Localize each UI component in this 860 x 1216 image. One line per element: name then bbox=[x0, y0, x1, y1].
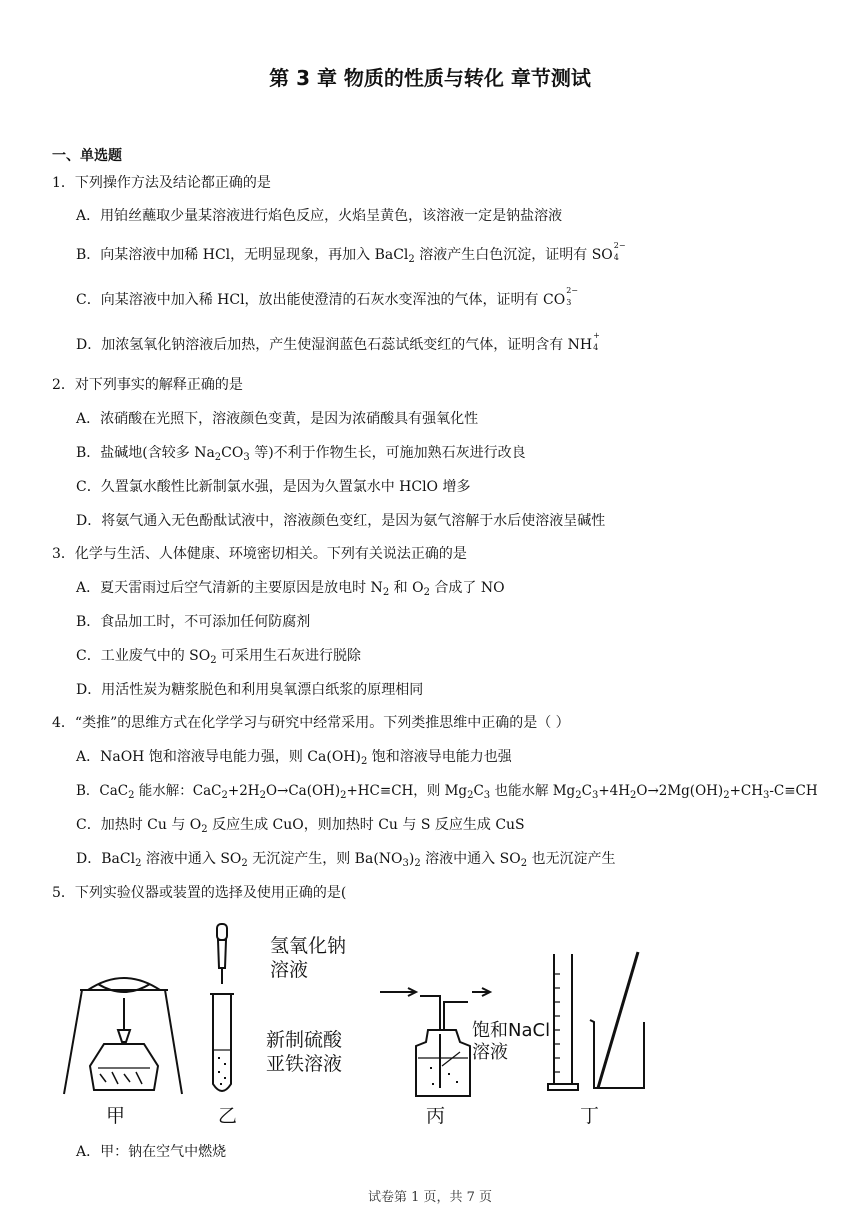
question-4-stem: 4．“类推”的思维方式在化学学习与研究中经常采用。下列类推思维中正确的是（ ） bbox=[52, 715, 570, 731]
nacl-label-line2: 溶液 bbox=[472, 1042, 508, 1063]
nacl-label-line1: 饱和NaCl bbox=[472, 1020, 551, 1041]
label-bing: 丙 bbox=[426, 1105, 446, 1127]
question-1-option-c: C．向某溶液中加入稀 HCl，放出能使澄清的石灰水变浑浊的气体，证明有 CO 2− 3 bbox=[76, 286, 578, 308]
section-heading: 一、单选题 bbox=[52, 148, 122, 164]
question-4-option-d: D．BaCl$_2$ 溶液中通入 $SO_2$ 无沉淀产生，则 $Ba(NO_3)_2$ 溶液中通入 $SO_2$ 也无沉淀产生 bbox=[76, 851, 616, 869]
question-2-stem: 2．对下列事实的解释正确的是 bbox=[52, 377, 243, 393]
question-5-stem: 5．下列实验仪器或装置的选择及使用正确的是( bbox=[52, 885, 347, 901]
question-3-option-d: D．用活性炭为糖浆脱色和利用臭氧漂白纸浆的原理相同 bbox=[76, 682, 424, 698]
naoh-label-line2: 溶液 bbox=[270, 959, 309, 981]
feso4-label-line2: 亚铁溶液 bbox=[266, 1053, 343, 1075]
question-3-stem: 3．化学与生活、人体健康、环境密切相关。下列有关说法正确的是 bbox=[52, 546, 467, 562]
apparatus-yi bbox=[210, 924, 234, 1091]
question-3-option-b: B．食品加工时，不可添加任何防腐剂 bbox=[76, 614, 311, 630]
question-4-option-a: A．NaOH 饱和溶液导电能力强，则 $Ca(OH)_2$ 饱和溶液导电能力也强 bbox=[76, 749, 512, 767]
question-2-option-c: C．久置氯水酸性比新制氯水强，是因为久置氯水中 HClO 增多 bbox=[76, 479, 471, 495]
label-jia: 甲 bbox=[106, 1105, 126, 1127]
feso4-label-line1: 新制硫酸 bbox=[266, 1029, 343, 1051]
question-5-option-a: A．甲：钠在空气中燃烧 bbox=[76, 1144, 227, 1160]
label-ding: 丁 bbox=[580, 1105, 600, 1127]
question-2-option-d: D．将氨气通入无色酚酞试液中，溶液颜色变红，是因为氨气溶解于水后使溶液呈碱性 bbox=[76, 513, 606, 529]
question-2-option-a: A．浓硝酸在光照下，溶液颜色变黄，是因为浓硝酸具有强氧化性 bbox=[76, 411, 479, 427]
question-1-option-a: A．用铂丝蘸取少量某溶液进行焰色反应，火焰呈黄色，该溶液一定是钠盐溶液 bbox=[76, 208, 563, 224]
question-2-option-b: B．盐碱地(含较多 $Na_2CO_3$ 等)不利于作物生长，可施加熟石灰进行改良 bbox=[76, 445, 526, 463]
question-1-option-d: D．加浓氢氧化钠溶液后加热，产生使湿润蓝色石蕊试纸变红的气体，证明含有 NH + 4 bbox=[76, 331, 600, 353]
question-4-option-b: B．CaC$_2$ 能水解：$CaC_2+2H_2O\to Ca(OH)_2+HC\equiv CH$，则 $Mg_2C_3$ 也能水解 $Mg_2C_3+4H_2O\to 2Mg(OH)_2+CH_3-C\equiv CH$ bbox=[76, 783, 818, 801]
question-4-option-c: C．加热时 Cu 与 $O_2$ 反应生成 CuO，则加热时 Cu 与 S 反应生成 CuS bbox=[76, 817, 525, 835]
page-footer: 试卷第 1 页，共 7 页 bbox=[367, 1190, 493, 1205]
question-3-option-a: A．夏天雷雨过后空气清新的主要原因是放电时 $N_2$ 和 $O_2$ 合成了 NO bbox=[76, 580, 505, 598]
question-3-option-c: C．工业废气中的 $SO_2$ 可采用生石灰进行脱除 bbox=[76, 648, 362, 666]
apparatus-ding bbox=[548, 952, 644, 1090]
question-1-stem: 1．下列操作方法及结论都正确的是 bbox=[52, 175, 271, 191]
naoh-label-line1: 氢氧化钠 bbox=[270, 935, 347, 957]
question-1-option-b: B．向某溶液中加稀 HCl，无明显现象，再加入 BaCl$_2$ 溶液产生白色沉淀，证明有 SO 2− 4 bbox=[76, 241, 626, 265]
apparatus-figure bbox=[60, 918, 800, 1130]
page-title: 第 3 章 物质的性质与转化 章节测试 bbox=[269, 66, 591, 90]
label-yi: 乙 bbox=[218, 1105, 238, 1127]
apparatus-jia bbox=[64, 978, 182, 1094]
